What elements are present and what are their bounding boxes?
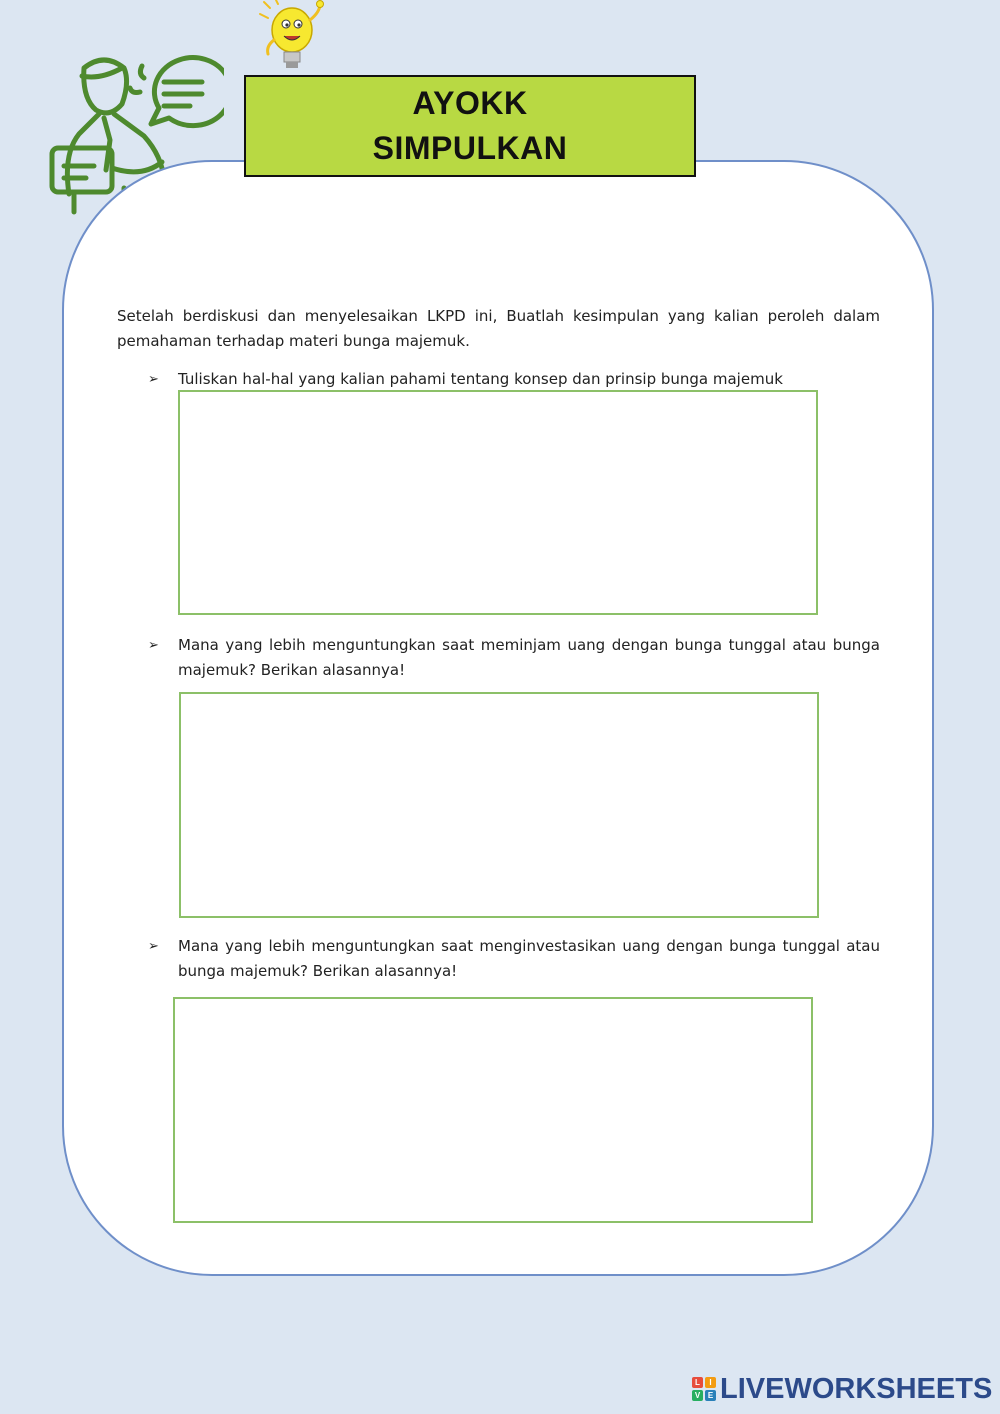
title-line-1: AYOKK: [412, 85, 528, 121]
answer-box-2[interactable]: [179, 692, 819, 918]
answer-box-3[interactable]: [173, 997, 813, 1223]
answer-box-1[interactable]: [178, 390, 818, 615]
logo-text: LIVEWORKSHEETS: [720, 1372, 993, 1405]
section-title: [244, 75, 696, 177]
question-3: [148, 934, 880, 984]
instructions-text: Setelah berdiskusi dan menyelesaikan LKPD ini, Buatlah kesimpulan yang kalian peroleh dalam pemahaman terhadap materi bunga majemuk.: [117, 307, 880, 350]
liveworksheets-logo[interactable]: [692, 1372, 992, 1406]
question-2-text: Mana yang lebih menguntungkan saat meminjam uang dengan bunga tunggal atau bunga majemuk? Berikan alasannya!: [178, 636, 880, 679]
question-1: [148, 367, 880, 392]
logo-squares-icon: L I V E: [692, 1377, 716, 1401]
arrow-bullet-icon: ➢: [148, 372, 159, 387]
question-2: [148, 633, 880, 683]
arrow-bullet-icon: ➢: [148, 638, 159, 653]
title-line-2: SIMPULKAN: [372, 130, 568, 166]
question-1-text: Tuliskan hal-hal yang kalian pahami tentang konsep dan prinsip bunga majemuk: [178, 370, 783, 388]
arrow-bullet-icon: ➢: [148, 939, 159, 954]
question-3-text: Mana yang lebih menguntungkan saat menginvestasikan uang dengan bunga tunggal atau bunga majemuk? Berikan alasannya!: [178, 937, 880, 980]
lightbulb-mascot-icon: [256, 0, 336, 78]
